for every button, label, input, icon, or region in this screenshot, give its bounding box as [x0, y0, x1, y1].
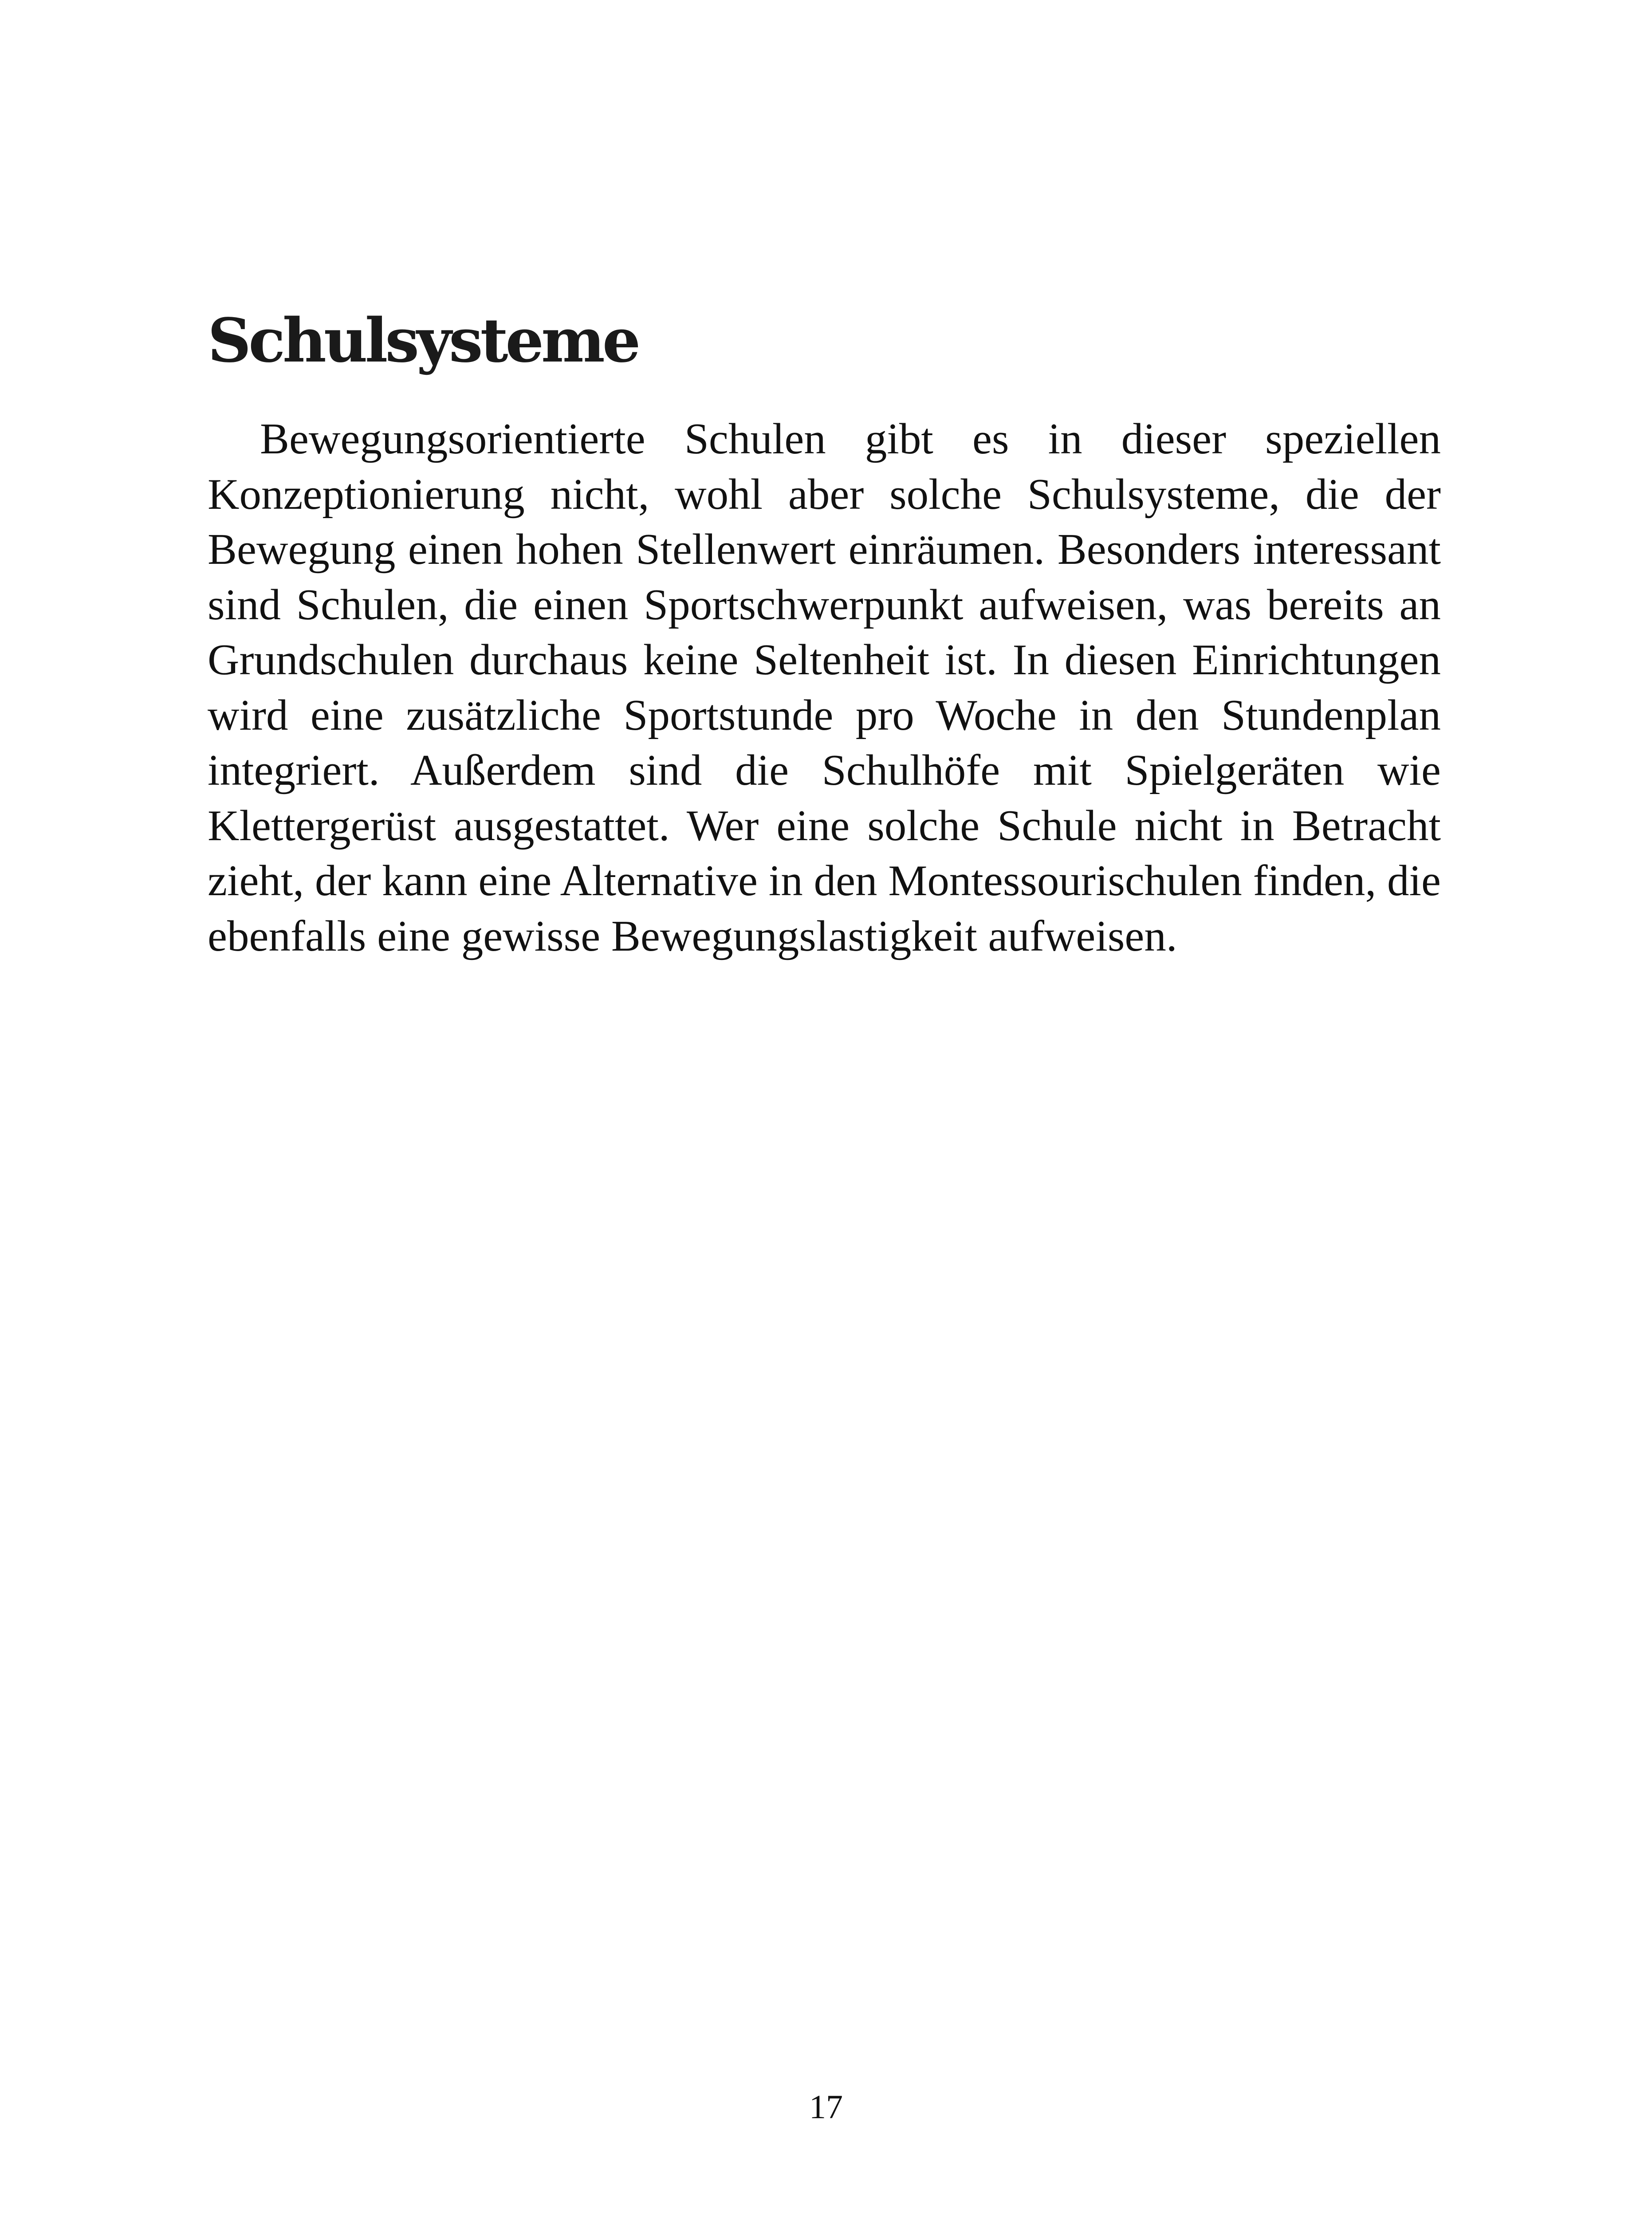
page-number: 17 — [809, 2088, 843, 2126]
body-paragraph: Bewegungsorientierte Schulen gibt es in dieser speziellen Konzeptionierung nicht, wohl aber solche Schulsysteme, die der Bewegung einen hohen Stellenwert einräumen. Besonders interessant sind Schulen, die einen Sportschwerpunkt aufweisen, was bereits an Grundschulen durchaus keine Seltenheit ist. In diesen Einrichtungen wird eine zusätzliche Sportstunde pro Woche in den Stundenplan integriert. Außerdem sind die Schulhöfe mit Spielgeräten wie Klettergerüst ausgestattet. Wer eine solche Schule nicht in Betracht zieht, der kann eine Alternative in den Montessourischulen finden, die ebenfalls eine gewisse Bewegungslastigkeit aufweisen. — [208, 415, 1441, 960]
section-heading: Schulsysteme — [208, 305, 638, 376]
